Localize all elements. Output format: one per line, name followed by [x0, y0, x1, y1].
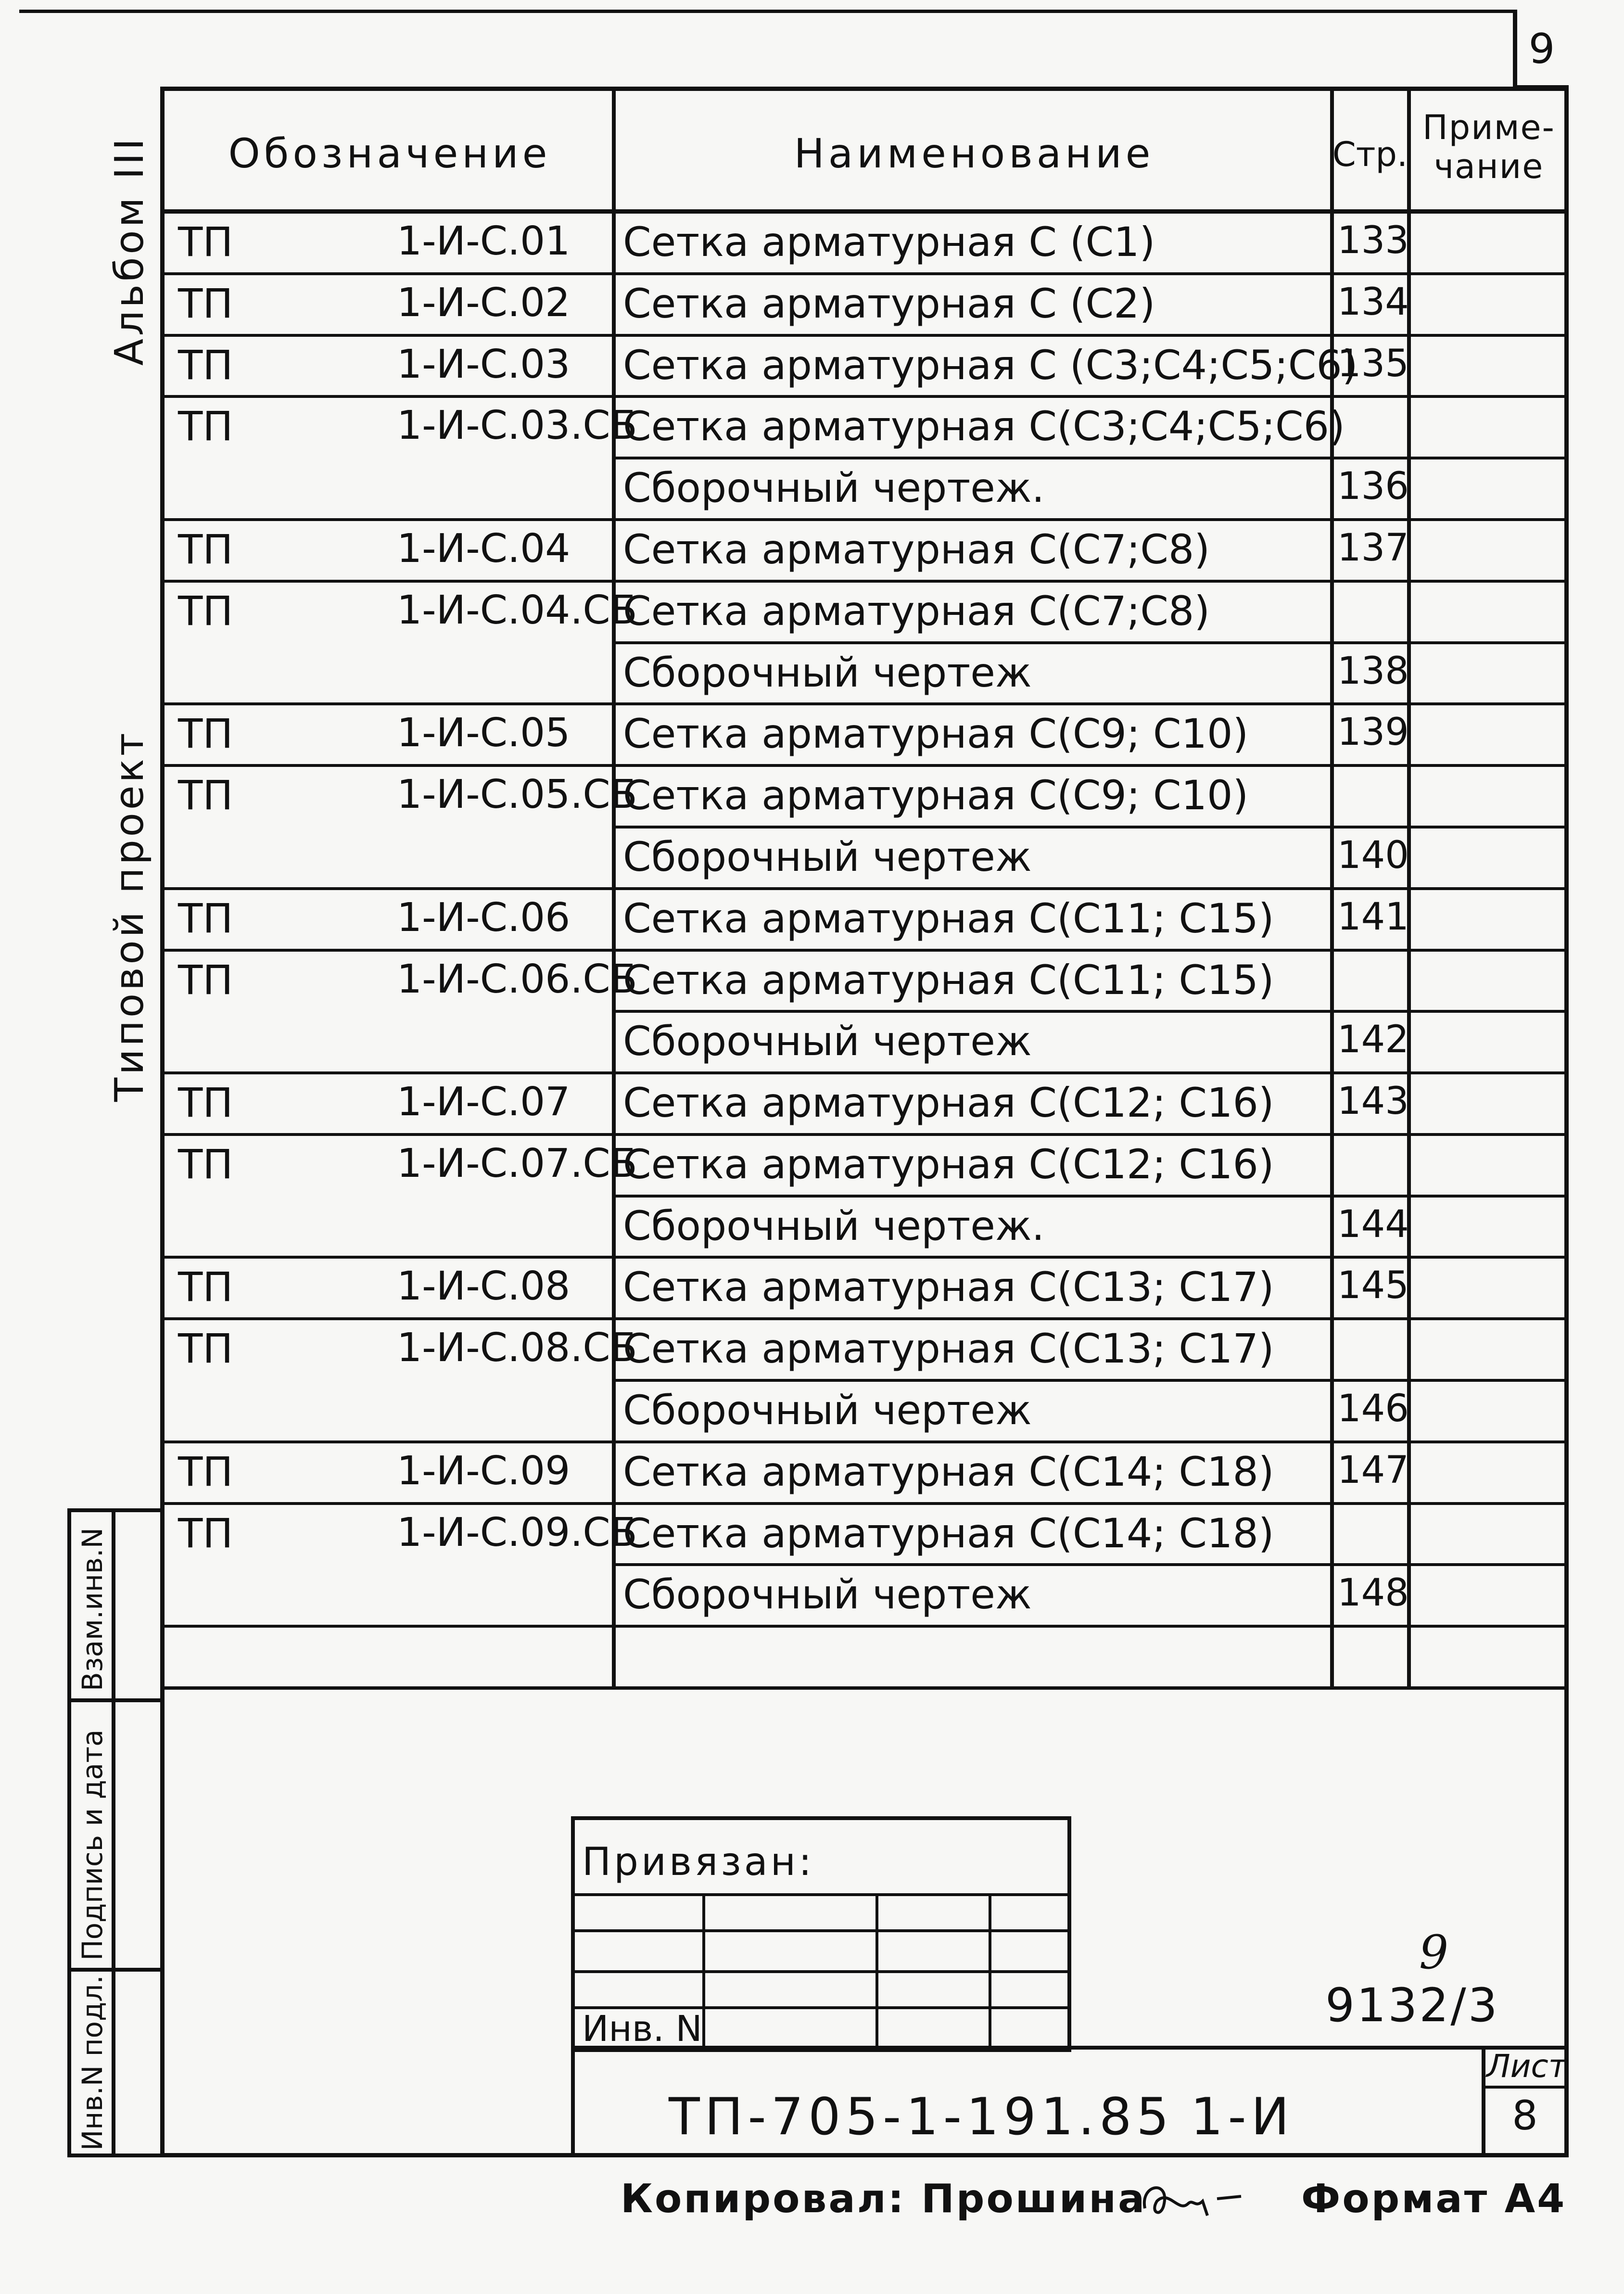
row-name: Сборочный чертеж [623, 1571, 1032, 1619]
row-prefix: ТП [178, 1325, 233, 1373]
row-name: Сетка арматурная С (С3;С4;С5;С6) [623, 341, 1358, 389]
row-line [160, 1256, 1569, 1259]
row-page: 147 [1337, 1448, 1409, 1492]
row-name: Сетка арматурная С (С2) [623, 280, 1155, 327]
row-name: Сетка арматурная С(С12; С16) [623, 1140, 1274, 1188]
row-name: Сетка арматурная С(С13; С17) [623, 1263, 1274, 1311]
stamp-inv: Инв.N подл. [76, 1975, 109, 2151]
row-name: Сборочный чертеж. [623, 1202, 1045, 1249]
row-page: 140 [1337, 833, 1409, 877]
row-name: Сетка арматурная С(С11; С15) [623, 956, 1274, 1004]
row-line [160, 334, 1569, 337]
row-code: 1-И-С.03 [397, 341, 571, 387]
row-code: 1-И-С.07.СБ [397, 1140, 637, 1186]
handwritten-bottom: 9132/3 [1325, 1978, 1499, 2032]
stamp-podpis: Подпись и дата [76, 1729, 109, 1961]
row-code: 1-И-С.01 [397, 218, 571, 264]
binding-col-3 [989, 1893, 991, 2052]
row-line [612, 1563, 1569, 1566]
row-name: Сборочный чертеж [623, 1018, 1032, 1065]
row-code: 1-И-С.02 [397, 280, 571, 326]
header-note: Приме- чание [1422, 108, 1555, 186]
top-edge-line [19, 10, 1515, 13]
binding-line-2 [571, 1929, 1071, 1932]
row-line [612, 826, 1569, 828]
row-page: 144 [1337, 1202, 1409, 1246]
row-code: 1-И-С.08 [397, 1263, 571, 1310]
binding-col-1 [702, 1893, 705, 2052]
binding-line-1 [571, 1893, 1071, 1896]
row-prefix: ТП [178, 280, 233, 327]
row-name: Сетка арматурная С(С7;С8) [623, 587, 1210, 635]
row-line [160, 887, 1569, 890]
row-line [160, 1317, 1569, 1320]
row-line [160, 1625, 1569, 1628]
page-number: 9 [1528, 25, 1555, 73]
left-stamp-line-1 [67, 1698, 164, 1702]
row-prefix: ТП [178, 218, 233, 266]
sheet-box-line [1482, 2086, 1569, 2089]
title-block-left-line [571, 2046, 575, 2157]
binding-line-3 [571, 1970, 1071, 1973]
copied-by: Копировал: Прошина [621, 2176, 1147, 2222]
row-line [160, 764, 1569, 767]
row-prefix: ТП [178, 1448, 233, 1495]
row-prefix: ТП [178, 403, 233, 450]
row-line [160, 1502, 1569, 1505]
row-prefix: ТП [178, 1263, 233, 1311]
sheet-number: 8 [1512, 2092, 1538, 2139]
row-name: Сетка арматурная С(С14; С18) [623, 1448, 1274, 1495]
row-code: 1-И-С.08.СБ [397, 1325, 637, 1371]
row-line [160, 949, 1569, 952]
table-bottom-line [160, 1686, 1569, 1690]
album-label: Альбом III [107, 135, 152, 366]
row-line [160, 518, 1569, 521]
row-name: Сборочный чертеж [623, 1387, 1032, 1434]
header-page: Стр. [1332, 135, 1408, 174]
row-line [612, 1010, 1569, 1013]
left-stamp-line-2 [67, 1968, 164, 1972]
row-code: 1-И-С.05.СБ [397, 772, 637, 818]
row-line [612, 457, 1569, 459]
row-prefix: ТП [178, 587, 233, 635]
row-prefix: ТП [178, 1079, 233, 1127]
row-name: Сетка арматурная С(С11; С15) [623, 894, 1274, 942]
row-page: 139 [1337, 711, 1409, 754]
row-page: 141 [1337, 895, 1409, 939]
row-page: 143 [1337, 1080, 1409, 1123]
row-code: 1-И-С.03.СБ [397, 403, 637, 449]
binding-inv: Инв. N [582, 2008, 702, 2050]
row-line [612, 1195, 1569, 1198]
document-code: ТП-705-1-191.85 [669, 2087, 1174, 2146]
row-name: Сетка арматурная С (С1) [623, 218, 1155, 266]
left-stamp-divider [112, 1508, 115, 2157]
row-page: 137 [1337, 526, 1409, 570]
row-code: 1-И-С.04 [397, 525, 571, 572]
row-line [160, 702, 1569, 705]
row-name: Сетка арматурная С(С3;С4;С5;С6) [623, 403, 1345, 450]
title-block-top-line [571, 2046, 1569, 2050]
row-code: 1-И-С.06 [397, 894, 571, 941]
binding-label: Привязан: [582, 1839, 815, 1884]
row-line [612, 1379, 1569, 1382]
row-page: 142 [1337, 1018, 1409, 1062]
row-page: 146 [1337, 1387, 1409, 1431]
row-line [160, 580, 1569, 583]
row-page: 133 [1337, 219, 1409, 262]
row-page: 135 [1337, 342, 1409, 385]
row-name: Сборочный чертеж [623, 833, 1032, 880]
row-code: 1-И-С.09.СБ [397, 1509, 637, 1555]
handwritten-top: 9 [1419, 1925, 1449, 1979]
row-prefix: ТП [178, 525, 233, 573]
row-prefix: ТП [178, 894, 233, 942]
header-bottom-line [160, 209, 1569, 214]
row-code: 1-И-С.06.СБ [397, 956, 637, 1002]
row-prefix: ТП [178, 1140, 233, 1188]
row-prefix: ТП [178, 710, 233, 758]
row-prefix: ТП [178, 341, 233, 389]
row-page: 134 [1337, 280, 1409, 324]
row-page: 148 [1337, 1571, 1409, 1615]
row-name: Сетка арматурная С(С7;С8) [623, 525, 1210, 573]
row-code: 1-И-С.04.СБ [397, 587, 637, 633]
row-name: Сборочный чертеж [623, 649, 1032, 696]
header-name: Наименование [794, 130, 1155, 177]
header-designation: Обозначение [228, 130, 551, 177]
row-line [612, 641, 1569, 644]
document-section: 1-И [1191, 2087, 1294, 2146]
stamp-vzam: Взам.инв.N [76, 1528, 109, 1691]
row-page: 145 [1337, 1264, 1409, 1308]
row-line [160, 272, 1569, 275]
row-line [160, 395, 1569, 398]
row-code: 1-И-С.09 [397, 1448, 571, 1494]
row-name: Сетка арматурная С(С13; С17) [623, 1325, 1274, 1373]
row-line [160, 1133, 1569, 1136]
row-name: Сетка арматурная С(С9; С10) [623, 772, 1249, 819]
row-name: Сборочный чертеж. [623, 464, 1045, 512]
signature-mark [1135, 2175, 1251, 2228]
binding-col-2 [875, 1893, 878, 2052]
row-prefix: ТП [178, 772, 233, 819]
row-name: Сетка арматурная С(С12; С16) [623, 1079, 1274, 1127]
row-prefix: ТП [178, 956, 233, 1004]
row-page: 136 [1337, 465, 1409, 509]
row-code: 1-И-С.07 [397, 1079, 571, 1125]
format-label: Формат А4 [1301, 2176, 1567, 2222]
row-line [160, 1071, 1569, 1074]
row-name: Сетка арматурная С(С14; С18) [623, 1509, 1274, 1557]
sheet-label: Лист [1486, 2048, 1567, 2085]
row-code: 1-И-С.05 [397, 710, 571, 756]
row-name: Сетка арматурная С(С9; С10) [623, 710, 1249, 758]
project-label: Типовой проект [107, 730, 152, 1102]
row-page: 138 [1337, 649, 1409, 693]
row-line [160, 1440, 1569, 1443]
row-prefix: ТП [178, 1509, 233, 1557]
